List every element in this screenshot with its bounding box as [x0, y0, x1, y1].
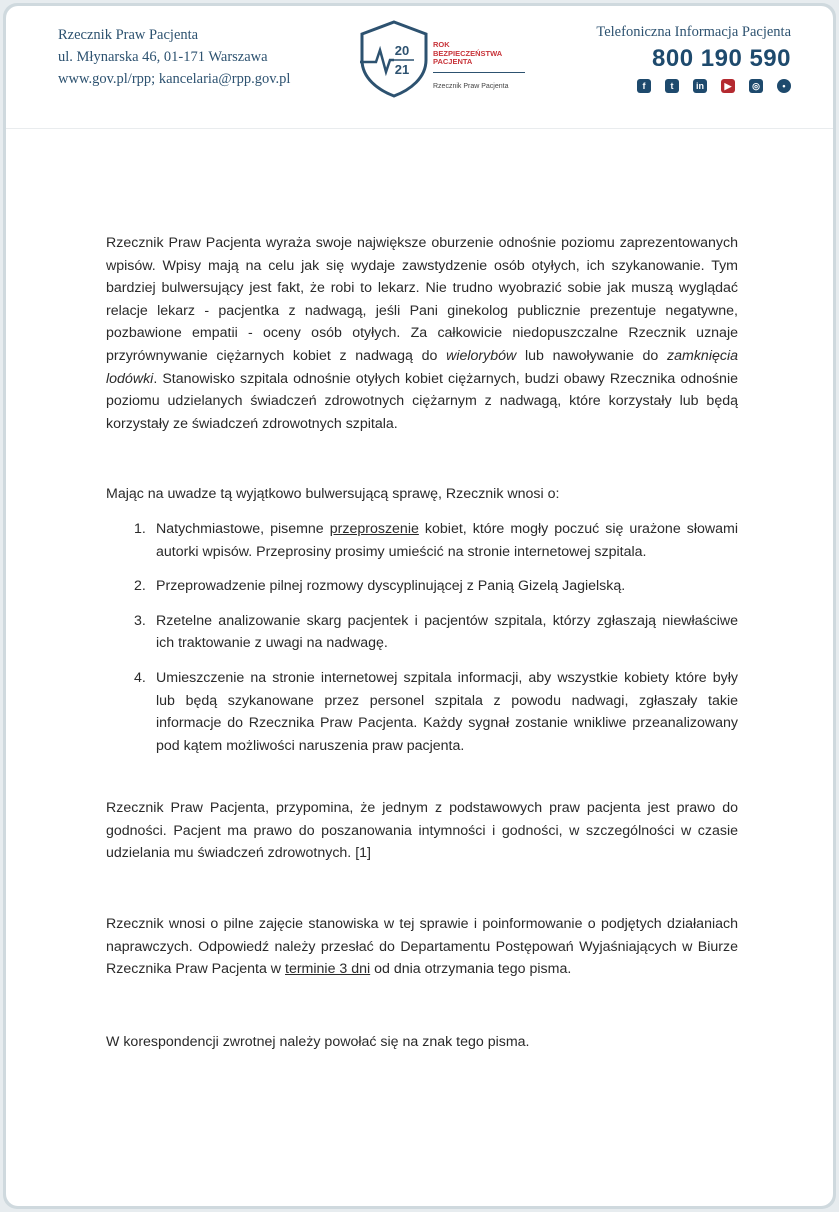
paragraph-1: Rzecznik Praw Pacjenta wyraża swoje największe oburzenie odnośnie poziomu zaprezentowanych wpisów. Wpisy mają na celu jak się wydaje zawstydzenie osób otyłych, ich szykanowanie. Tym bardziej bulwersujący jest fakt, że robi to lekarz. Nie trudno wyobrazić sobie jak muszą wyglądać relacje lekarz - pacjentka z nadwagą, jeśli Pani ginekolog publicznie prezentuje negatywne, pozbawione empatii - oceny osób otyłych. Za całkowicie niedopuszczalne Rzecznik uznaje przyrównywanie ciężarnych kobiet z nadwagą do wielorybów lub nawoływanie do zamknięcia lodówki. Stanowisko szpitala odnośnie otyłych kobiet ciężarnych, budzi obawy Rzecznika odnośnie poziomu udzielanych świadczeń zdrowotnych ciężarnym z nadwagą, które korzystały lub będą korzystały ze świadczeń zdrowotnych szpitala. — [106, 235, 738, 432]
list-item: 4. Umieszczenie na stronie internetowej szpitala informacji, aby wszystkie kobiety które były lub będą szykanowane przez personel szpitala z powodu nadwagi, zgłaszały takie informacje do Rzecznika Praw Pacjenta. Każdy sygnał zostanie wnikliwe przeanalizowany pod kątem możliwości naruszenia praw pacjenta. — [134, 669, 738, 754]
logo — [358, 20, 538, 100]
twitter-icon[interactable]: t — [665, 79, 679, 93]
logo-year-top: 20 — [394, 43, 410, 58]
sender-info — [58, 24, 290, 90]
logo-caption: Rzecznik Praw Pacjenta — [433, 83, 509, 90]
logo-year-bottom: 21 — [394, 62, 410, 77]
linkedin-icon[interactable]: in — [693, 79, 707, 93]
paragraph-2: Mając na uwadze tą wyjątkowo bulwersującą sprawę, Rzecznik wnosi o: — [106, 486, 560, 503]
org-web: www.gov.pl/rpp; kancelaria@rpp.gov.pl — [58, 71, 291, 87]
hotline-label: Telefoniczna Informacja Pacjenta — [596, 24, 791, 40]
org-name: Rzecznik Praw Pacjenta — [58, 27, 199, 43]
letter-page — [6, 6, 833, 1206]
list-item: 2. Przeprowadzenie pilnej rozmowy dyscyplinującej z Panią Gizelą Jagielską. — [134, 578, 626, 595]
paragraph-3: Rzecznik Praw Pacjenta, przypomina, że jednym z podstawowych praw pacjenta jest prawo do godności. Pacjent ma prawo do poszanowania intymności i godności, w szczególności w czasie udzielania mu świadczeń zdrowotnych. [1] — [106, 800, 738, 862]
demands-list — [106, 518, 738, 757]
youtube-icon[interactable]: ▶ — [721, 79, 735, 93]
contact-info — [596, 24, 791, 93]
logo-divider — [433, 72, 525, 73]
logo-text: ROK BEZPIECZEŃSTWA PACJENTA — [433, 40, 503, 66]
circle-icon[interactable]: • — [777, 79, 791, 93]
social-links — [596, 79, 791, 93]
instagram-icon[interactable]: ◎ — [749, 79, 763, 93]
hotline-number: 800 190 590 — [652, 45, 791, 72]
paragraph-4: Rzecznik wnosi o pilne zajęcie stanowiska w tej sprawie i poinformowanie o podjętych działaniach naprawczych. Odpowiedź należy przesłać do Departamentu Postępowań Wyjaśniających w Biurze Rzecznika Praw Pacjenta w terminie 3 dni od dnia otrzymania tego pisma. — [106, 916, 738, 978]
paragraph-5: W korespondencji zwrotnej należy powołać się na znak tego pisma. — [106, 1033, 530, 1050]
facebook-icon[interactable]: f — [637, 79, 651, 93]
letterhead — [6, 6, 833, 129]
list-item: 3. Rzetelne analizowanie skarg pacjentek i pacjentów szpitala, którzy zgłaszają niewłaściwe ich traktowanie z uwagi na nadwagę. — [134, 612, 738, 652]
screenshot-frame — [3, 3, 836, 1209]
letter-body — [106, 232, 738, 1053]
list-item: 1. Natychmiastowe, pisemne przeproszenie kobiet, które mogły poczuć się urażone słowami autorki wpisów. Przeprosiny prosimy umieścić na stronie internetowej szpitala. — [134, 520, 738, 560]
org-address: ul. Młynarska 46, 01-171 Warszawa — [58, 49, 268, 65]
shield-icon — [358, 20, 430, 98]
